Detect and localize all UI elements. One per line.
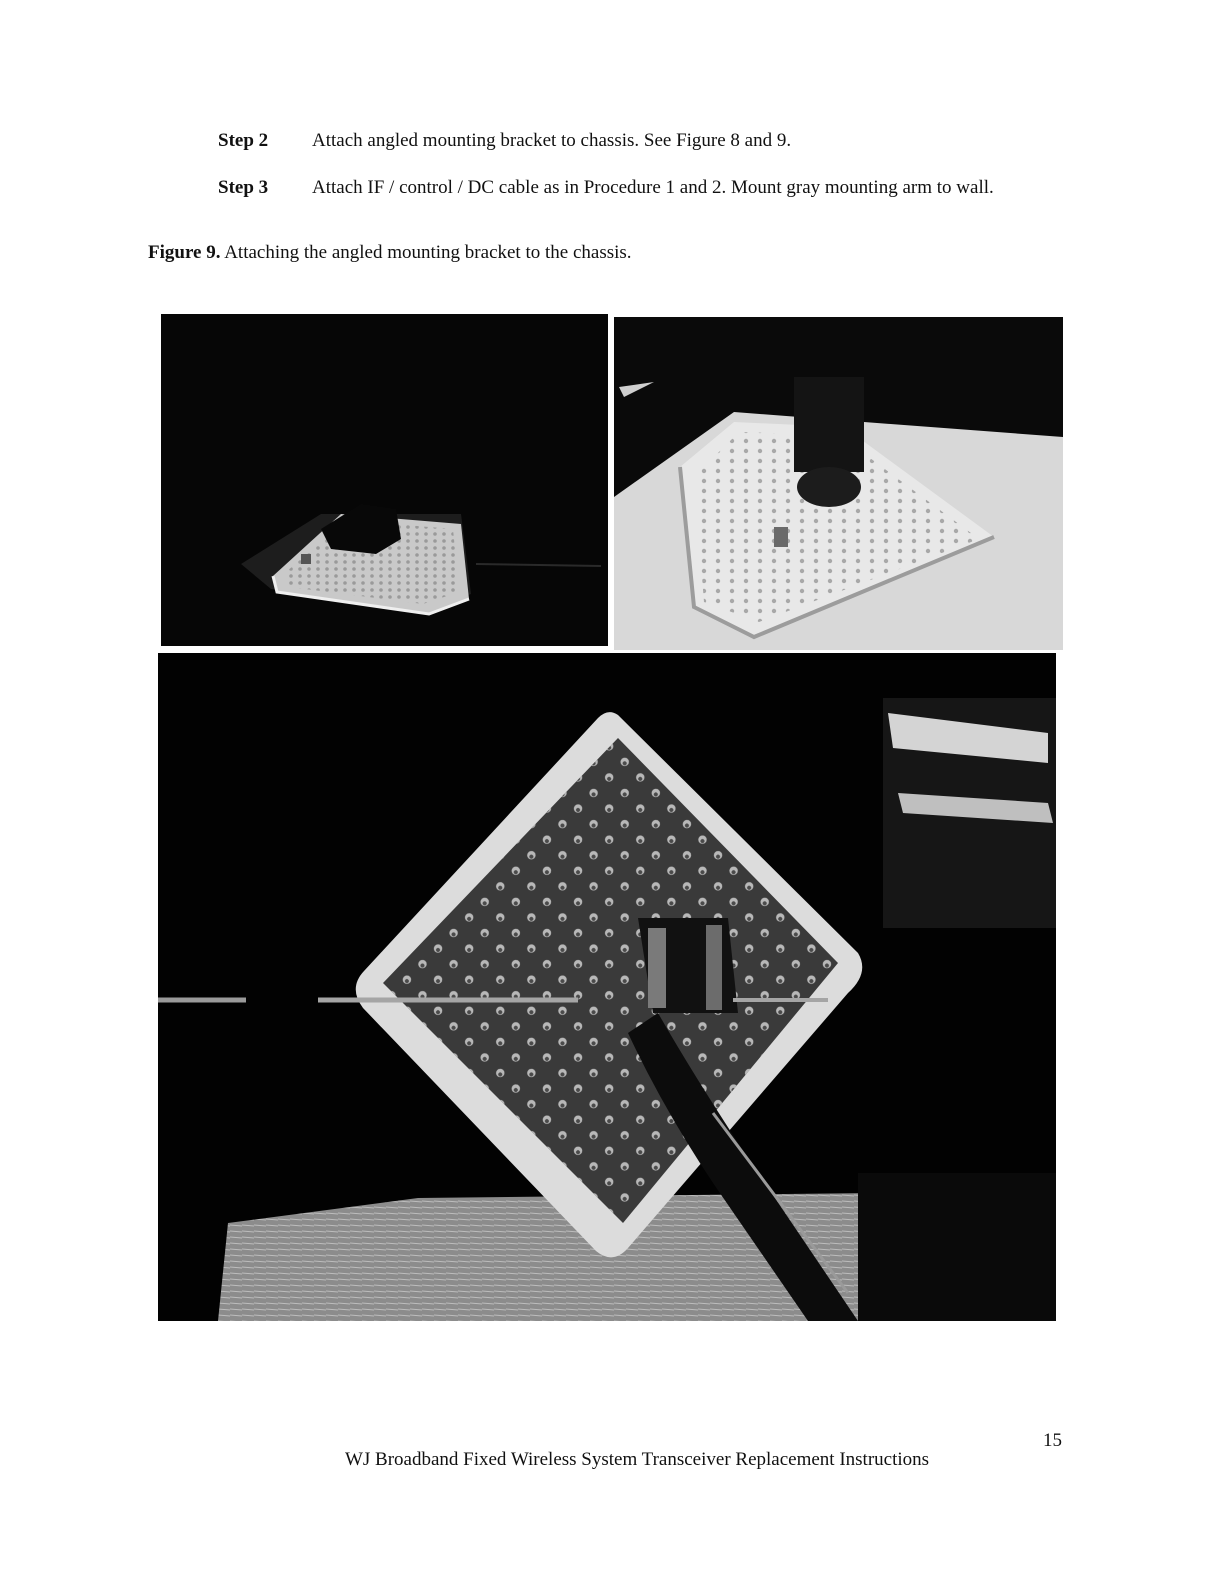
figure-caption — [148, 242, 632, 264]
step-label: Step 3 — [218, 177, 269, 198]
figure-caption-text: Attaching the angled mounting bracket to the chassis. — [224, 242, 632, 263]
footer-title: WJ Broadband Fixed Wireless System Transceiver Replacement Instructions — [344, 1449, 930, 1470]
step-text: Attach angled mounting bracket to chassis. See Figure 8 and 9. — [312, 130, 792, 151]
photo-bracket-attached-closeup — [614, 317, 1063, 650]
step-2 — [218, 130, 791, 152]
photo-bracket-on-chassis-overview — [161, 314, 608, 646]
page-number: 15 — [1043, 1430, 1062, 1451]
step-3 — [218, 177, 994, 199]
step-text: Attach IF / control / DC cable as in Procedure 1 and 2. Mount gray mounting arm to wall. — [312, 177, 994, 198]
photo-chassis-with-cable — [158, 653, 1056, 1321]
figure-label: Figure 9. — [148, 242, 221, 263]
step-label: Step 2 — [218, 130, 269, 151]
